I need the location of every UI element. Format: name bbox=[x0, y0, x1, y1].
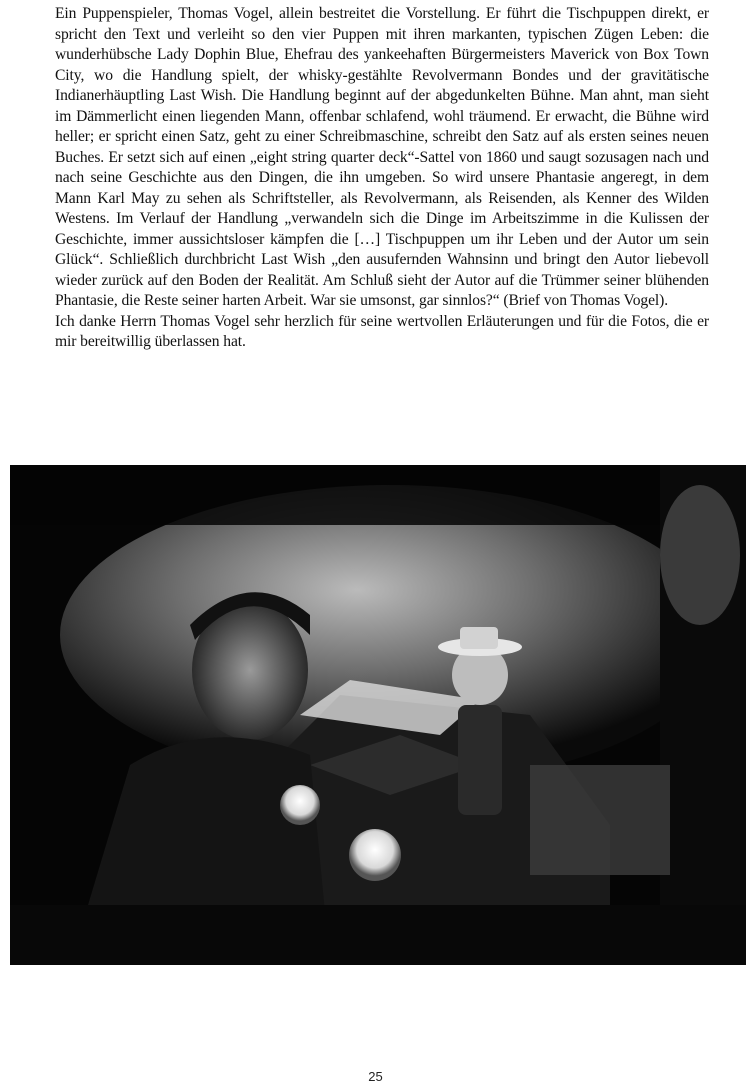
body-paragraph-1: Ein Puppenspieler, Thomas Vogel, allein bestreitet die Vorstellung. Er führt die Tischpuppen direkt, er spricht den Text und verleiht so den vier Puppen mit ihren markanten, typischen Zügen Leben: die wunderhübsche Lady Dophin Blue, Ehefrau des yankeehaften Bürgermeisters Maverick von Box Town City, wo die Handlung spielt, der whisky-gestählte Revolvermann Bondes und der gravitätische Indianerhäuptling Last Wish. Die Handlung beginnt auf der abgedunkelten Bühne. Man ahnt, man sieht im Dämmerlicht einen liegenden Mann, offenbar schlafend, wohl träumend. Er erwacht, die Bühne wird heller; er spricht einen Satz, geht zu einer Schreibmaschine, schreibt den Satz auf als ersten seines neuen Buches. Er setzt sich auf einen „eight string quarter deck“-Sattel von 1860 und saugt sozusagen nach und nach seine Geschichte aus den Dingen, die ihn umgeben. So wird unsere Phantasie angeregt, in dem Mann Karl May zu sehen als Schriftsteller, als Revolvermann, als Reisenden, als Kenner des Wilden Westens. Im Verlauf der Handlung „verwandeln sich die Dinge im Arbeitszimme in die Kulissen der Geschichte, immer aussichtsloser kämpfen die […] Tischpuppen um ihr Leben und der Autor um sein Glück“. Schließlich durchbricht Last Wish „den ausufernden Wahnsinn und bringt den Autor liebevoll wieder zurück auf den Boden der Realität. Am Schluß sieht der Autor auf die Trümmer seiner blühenden Phantasie, die Reste seiner harten Arbeit. War sie umsonst, gar sinnlos?“ (Brief von Thomas Vogel). bbox=[55, 5, 709, 309]
body-paragraph-2: Ich danke Herrn Thomas Vogel sehr herzlich für seine wertvollen Erläuterungen und für die Fotos, die er mir bereitwillig überlassen hat. bbox=[55, 312, 709, 350]
body-text bbox=[55, 4, 709, 353]
puppet-theatre-photo bbox=[10, 465, 746, 965]
photo-illustration bbox=[10, 465, 746, 965]
page-number: 25 bbox=[368, 1069, 383, 1084]
